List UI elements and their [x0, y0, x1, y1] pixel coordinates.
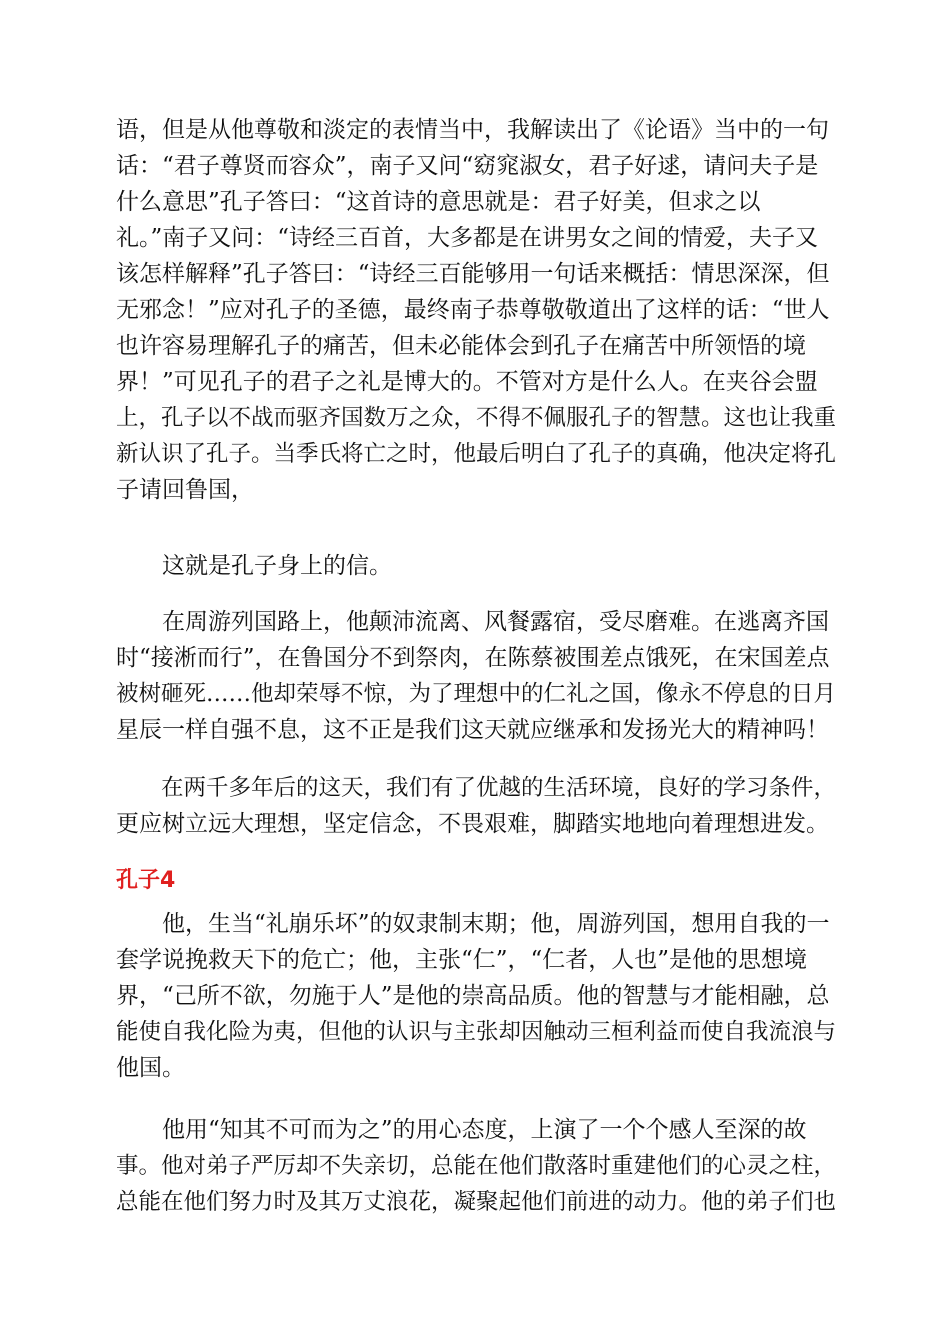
text-line: 该怎样解释”孔子答曰：“诗经三百能够用一句话来概括：情思深深，但	[116, 261, 830, 287]
text-line: 能使自我化险为夷，但他的认识与主张却因触动三桓利益而使自我流浪与	[116, 1019, 837, 1045]
text-line: 套学说挽救天下的危亡；他，主张“仁”，“仁者，人也”是他的思想境	[116, 947, 808, 973]
paragraph-5	[116, 906, 836, 1086]
text-line: 礼。”南子又问：“诗经三百首，大多都是在讲男女之间的情爱，夫子又	[116, 225, 819, 251]
paragraph-2	[116, 548, 836, 584]
text-line: 什么意思”孔子答曰：“这首诗的意思就是：君子好美，但求之以	[116, 189, 761, 215]
text-line: 总能在他们努力时及其万丈浪花，凝聚起他们前进的动力。他的弟子们也	[116, 1189, 837, 1215]
text-line: 他，生当“礼崩乐坏”的奴隶制末期；他，周游列国，想用自我的一	[116, 911, 830, 937]
text-line: 语，但是从他尊敬和淡定的表情当中，我解读出了《论语》当中的一句	[116, 117, 829, 143]
text-line: 界！”可见孔子的君子之礼是博大的。不管对方是什么人。在夹谷会盟	[116, 369, 818, 395]
text-line: 界，“己所不欲，勿施于人”是他的崇高品质。他的智慧与才能相融，总	[116, 983, 830, 1009]
text-line: 他用“知其不可而为之”的用心态度，上演了一个个感人至深的故	[116, 1117, 807, 1143]
text-line: 事。他对弟子严厉却不失亲切，总能在他们散落时重建他们的心灵之柱，	[116, 1153, 837, 1179]
section-heading: 孔子4	[116, 868, 176, 893]
paragraph-6	[116, 1112, 836, 1220]
text-line: 星辰一样自强不息，这不正是我们这天就应继承和发扬光大的精神吗！	[116, 717, 829, 743]
text-line: 这就是孔子身上的信。	[116, 553, 392, 579]
text-line: 也许容易理解孔子的痛苦，但未必能体会到孔子在痛苦中所领悟的境	[116, 333, 806, 359]
paragraph-1	[116, 112, 836, 508]
text-line: 新认识了孔子。当季氏将亡之时，他最后明白了孔子的真确，他决定将孔	[116, 441, 837, 467]
text-line: 话：“君子尊贤而容众”，南子又问“窈窕淑女，君子好逑，请问夫子是	[116, 153, 819, 179]
text-line: 被树砸死……他却荣辱不惊，为了理想中的仁礼之国，像永不停息的日月	[116, 681, 837, 707]
text-line: 子请回鲁国，	[116, 477, 254, 503]
paragraph-3	[116, 604, 836, 748]
paragraph-4	[116, 770, 836, 842]
text-line: 他国。	[116, 1055, 185, 1081]
text-line: 时“接淅而行”，在鲁国分不到祭肉，在陈蔡被围差点饿死，在宋国差点	[116, 645, 830, 671]
text-line: 更应树立远大理想，坚定信念，不畏艰难，脚踏实地地向着理想进发。	[116, 811, 829, 837]
text-line: 无邪念！”应对孔子的圣德，最终南子恭尊敬敬道出了这样的话：“世人	[116, 297, 830, 323]
text-line: 在周游列国路上，他颠沛流离、风餐露宿，受尽磨难。在逃离齐国	[116, 609, 829, 635]
text-line: 在两千多年后的这天，我们有了优越的生活环境，良好的学习条件，	[116, 775, 837, 801]
text-line: 上，孔子以不战而驱齐国数万之众，不得不佩服孔子的智慧。这也让我重	[116, 405, 837, 431]
